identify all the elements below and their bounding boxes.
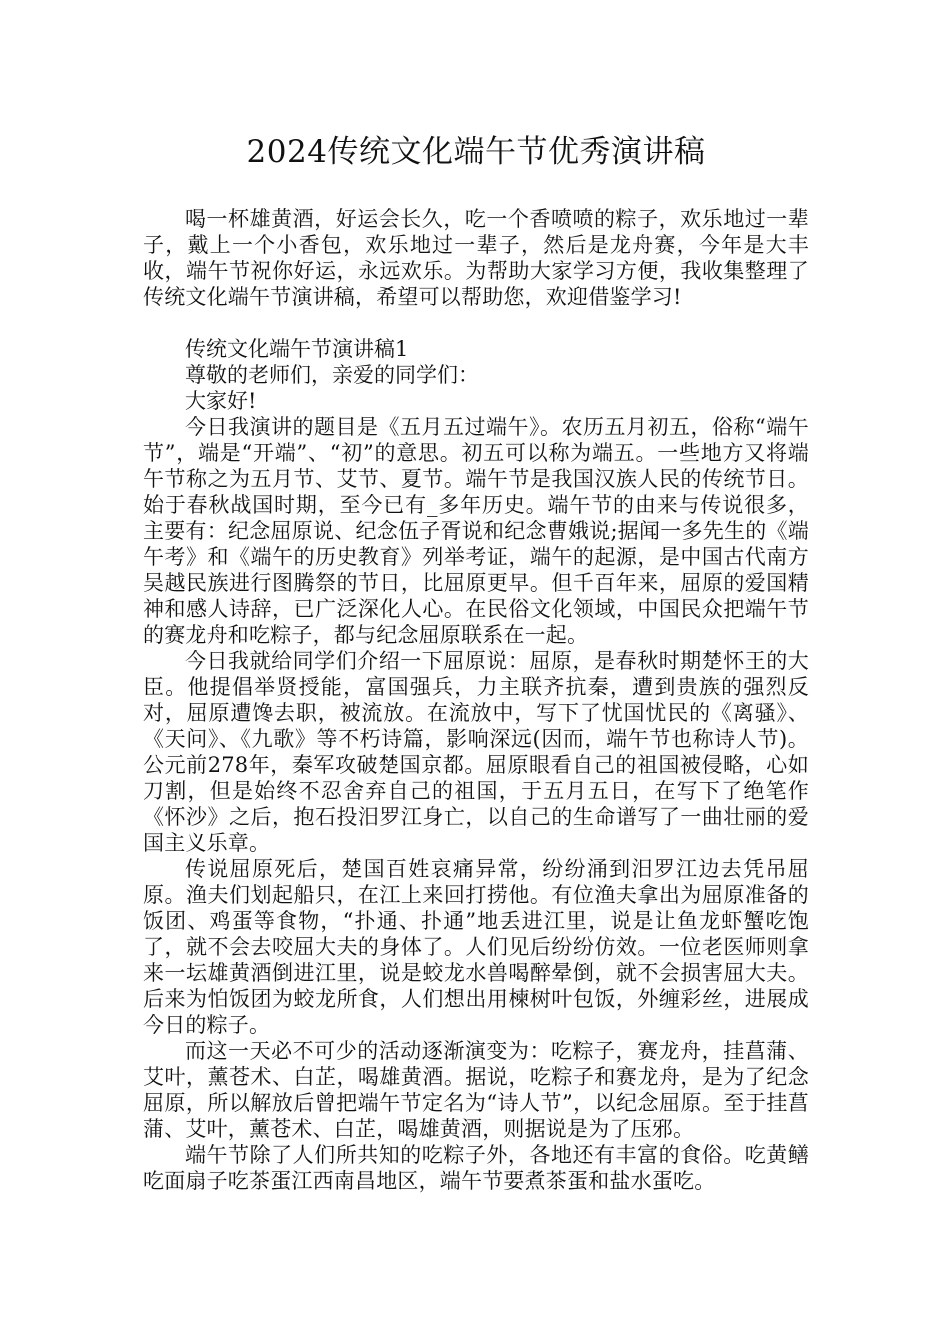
paragraph-gap bbox=[143, 310, 809, 336]
body-paragraph-5: 端午节除了人们所共知的吃粽子外，各地还有丰富的食俗。吃黄鳝吃面扇子吃茶蛋江西南昌地区，端午节要煮茶蛋和盐水蛋吃。 bbox=[143, 1143, 809, 1193]
body-paragraph-1: 今日我演讲的题目是《五月五过端午》。农历五月初五，俗称“端午节”，端是“开端”、“初”的意思。初五可以称为端五。一些地方又将端午节称之为五月节、艾节、夏节。端午节是我国汉族人民的传统节日。始于春秋战国时期，至今已有_多年历史。端午节的由来与传说很多，主要有：纪念屈原说、纪念伍子胥说和纪念曹娥说;据闻一多先生的《端午考》和《端午的历史教育》列举考证，端午的起源，是中国古代南方吴越民族进行图腾祭的节日，比屈原更早。但千百年来，屈原的爱国精神和感人诗辞，已广泛深化人心。在民俗文化领域，中国民众把端午节的赛龙舟和吃粽子，都与纪念屈原联系在一起。 bbox=[143, 415, 809, 647]
body-paragraph-2: 今日我就给同学们介绍一下屈原说：屈原，是春秋时期楚怀王的大臣。他提倡举贤授能，富国强兵，力主联齐抗秦，遭到贵族的强烈反对，屈原遭馋去职，被流放。在流放中，写下了忧国忧民的《离骚》、《天问》、《九歌》等不朽诗篇，影响深远(因而，端午节也称诗人节)。公元前278年，秦军攻破楚国京都。屈原眼看自己的祖国被侵略，心如刀割，但是始终不忍舍弃自己的祖国，于五月五日，在写下了绝笔作《怀沙》之后，抱石投汨罗江身亡，以自己的生命谱写了一曲壮丽的爱国主义乐章。 bbox=[143, 649, 809, 855]
greeting: 大家好! bbox=[185, 389, 257, 413]
body-paragraph-3: 传说屈原死后，楚国百姓哀痛异常，纷纷涌到汨罗江边去凭吊屈原。渔夫们划起船只，在江上来回打捞他。有位渔夫拿出为屈原准备的饭团、鸡蛋等食物，“扑通、扑通”地丢进江里，说是让鱼龙虾蟹吃饱了，就不会去咬屈大夫的身体了。人们见后纷纷仿效。一位老医师则拿来一坛雄黄酒倒进江里，说是蛟龙水兽喝醉晕倒，就不会损害屈大夫。后来为怕饭团为蛟龙所食，人们想出用楝树叶包饭，外缠彩丝，进展成今日的粽子。 bbox=[143, 857, 809, 1037]
document-title: 2024传统文化端午节优秀演讲稿 bbox=[246, 134, 706, 170]
body-paragraph-4: 而这一天必不可少的活动逐渐演变为：吃粽子，赛龙舟，挂菖蒲、艾叶，薰苍术、白芷，喝雄黄酒。据说，吃粽子和赛龙舟，是为了纪念屈原，所以解放后曾把端午节定名为“诗人节”，以纪念屈原。至于挂菖蒲、艾叶，薰苍术、白芷，喝雄黄酒，则据说是为了压邪。 bbox=[143, 1039, 809, 1141]
salutation: 尊敬的老师们，亲爱的同学们： bbox=[185, 363, 479, 387]
document-page bbox=[143, 118, 809, 1194]
intro-paragraph: 喝一杯雄黄酒，好运会长久，吃一个香喷喷的粽子，欢乐地过一辈子，戴上一个小香包，欢乐地过一辈子，然后是龙舟赛，今年是大丰收，端午节祝你好运，永远欢乐。为帮助大家学习方便，我收集整理了传统文化端午节演讲稿，希望可以帮助您，欢迎借鉴学习! bbox=[143, 207, 809, 309]
section-title: 传统文化端午节演讲稿1 bbox=[185, 337, 409, 361]
